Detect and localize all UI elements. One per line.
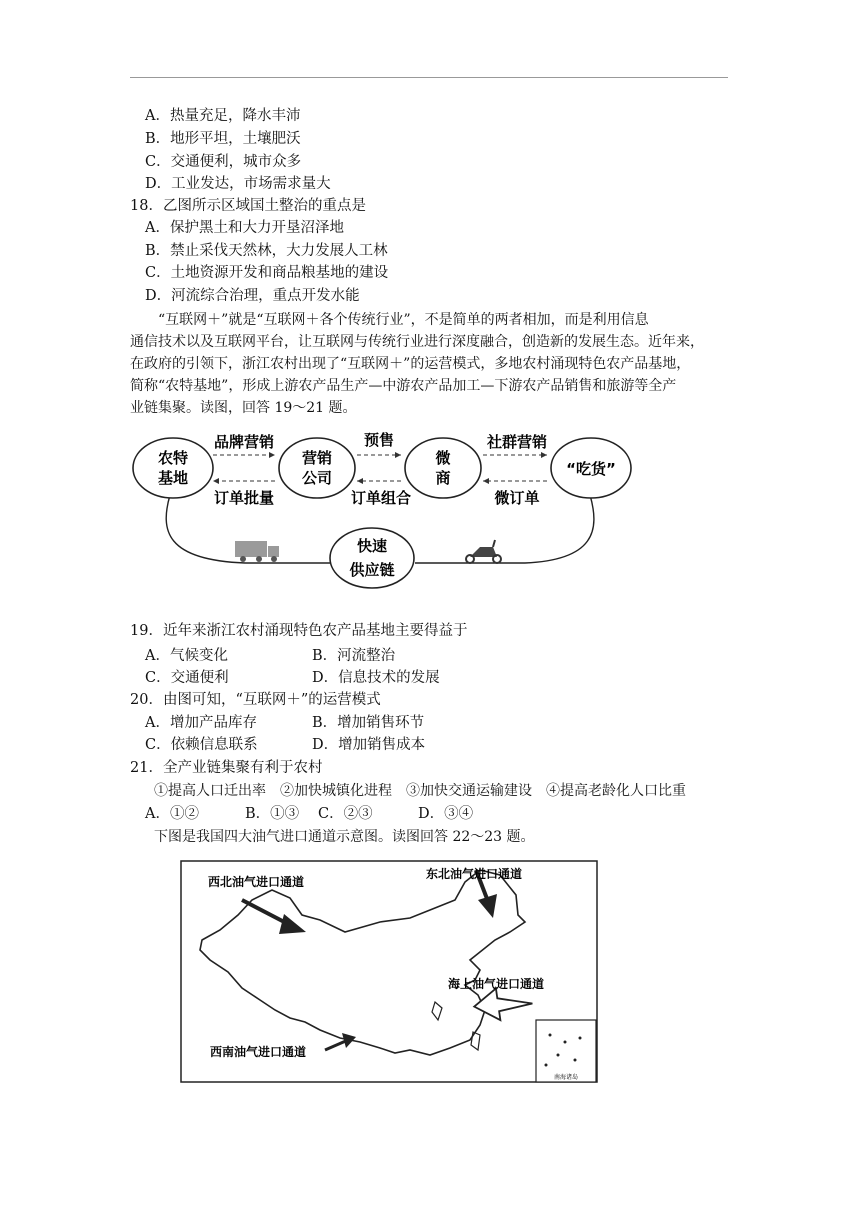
oil-gas-channel-map [180, 860, 598, 1083]
label-sea-channel: 海上油气进口通道 [448, 977, 545, 991]
passage-line-3: 在政府的引领下，浙江农村出现了“互联网＋”的运营模式，多地农村涌现特色农产品基地， [130, 356, 691, 372]
scooter-icon [466, 540, 501, 563]
q19-option-b: B．河流整治 [312, 648, 396, 664]
q20-option-d: D．增加销售成本 [312, 737, 426, 753]
south-china-sea-inset [536, 1020, 596, 1082]
node-wechat-merchant [405, 438, 481, 498]
node-text-6: 商 [435, 469, 451, 487]
label-northwest-channel: 西北油气进口通道 [208, 875, 305, 889]
q19-option-d: D．信息技术的发展 [312, 670, 440, 686]
passage-line-4: 简称“农特基地”，形成上游农产品生产—中游农产品加工—下游农产品销售和旅游等全产 [130, 378, 677, 394]
q21-option-c: C．②③ [318, 806, 373, 822]
q21-option-a: A．①② [145, 806, 199, 822]
label-presale: 预售 [363, 431, 395, 449]
label-northeast-channel: 东北油气进口通道 [426, 867, 523, 881]
q20-option-b: B．增加销售环节 [312, 715, 425, 731]
node-text-3: 营销 [301, 449, 333, 467]
passage-line-1: “互联网＋”就是“互联网＋各个传统行业”，不是简单的两者相加，而是利用信息 [158, 312, 649, 328]
q21-option-d: D．③④ [418, 806, 474, 822]
q18-option-d: D．河流综合治理，重点开发水能 [145, 288, 360, 304]
node-text-4: 公司 [301, 469, 333, 487]
q17-option-d: D．工业发达，市场需求量大 [145, 176, 331, 192]
q20-option-c: C．依赖信息联系 [145, 737, 258, 753]
label-bulk-orders: 订单批量 [213, 489, 275, 507]
q19-stem: 19．近年来浙江农村涌现特色农产品基地主要得益于 [130, 623, 468, 639]
passage-line-5: 业链集聚。读图，回答 19～21 题。 [130, 400, 357, 416]
q17-option-b: B．地形平坦，土壤肥沃 [145, 131, 301, 147]
node-text-1: 农特 [157, 449, 189, 467]
node-marketing-company [279, 438, 355, 498]
header-rule [130, 77, 728, 78]
q17-option-a: A．热量充足，降水丰沛 [145, 108, 301, 124]
label-community-marketing: 社群营销 [486, 433, 548, 451]
inset-label: 南海诸岛 [553, 1074, 579, 1081]
label-micro-orders: 微订单 [494, 489, 540, 507]
passage-internet-plus [130, 309, 730, 419]
node-text-5: 微 [435, 449, 451, 467]
passage-line-2: 通信技术以及互联网平台，让互联网与传统行业进行深度融合，创造新的发展生态。近年来， [130, 334, 704, 350]
q17-option-c: C．交通便利，城市众多 [145, 154, 302, 170]
node-text-7: “吃货” [566, 460, 616, 478]
q21-option-b: B．①③ [245, 806, 300, 822]
node-farm-base [133, 438, 213, 498]
q19-option-c: C．交通便利 [145, 670, 229, 686]
q19-option-a: A．气候变化 [145, 648, 228, 664]
q18-option-b: B．禁止采伐天然林，大力发展人工林 [145, 243, 388, 259]
q18-option-a: A．保护黑土和大力开垦沼泽地 [145, 220, 344, 236]
label-order-combination: 订单组合 [350, 489, 412, 507]
q18-option-c: C．土地资源开发和商品粮基地的建设 [145, 265, 389, 281]
q20-option-a: A．增加产品库存 [145, 715, 257, 731]
node-text-9: 供应链 [349, 561, 395, 579]
q21-items: ①提高人口迁出率 ②加快城镇化进程 ③加快交通运输建设 ④提高老龄化人口比重 [154, 783, 686, 799]
label-brand-marketing: 品牌营销 [213, 433, 275, 451]
q18-stem: 18．乙图所示区域国土整治的重点是 [130, 198, 366, 214]
passage-oil-gas: 下图是我国四大油气进口通道示意图。读图回答 22～23 题。 [154, 829, 535, 845]
node-text-2: 基地 [157, 469, 189, 487]
label-southwest-channel: 西南油气进口通道 [210, 1045, 307, 1059]
supply-chain-diagram [125, 425, 640, 590]
q21-stem: 21．全产业链集聚有利于农村 [130, 760, 323, 776]
q20-stem: 20．由图可知，“互联网＋”的运营模式 [130, 692, 381, 708]
truck-icon [235, 541, 279, 562]
node-text-8: 快速 [356, 537, 388, 555]
